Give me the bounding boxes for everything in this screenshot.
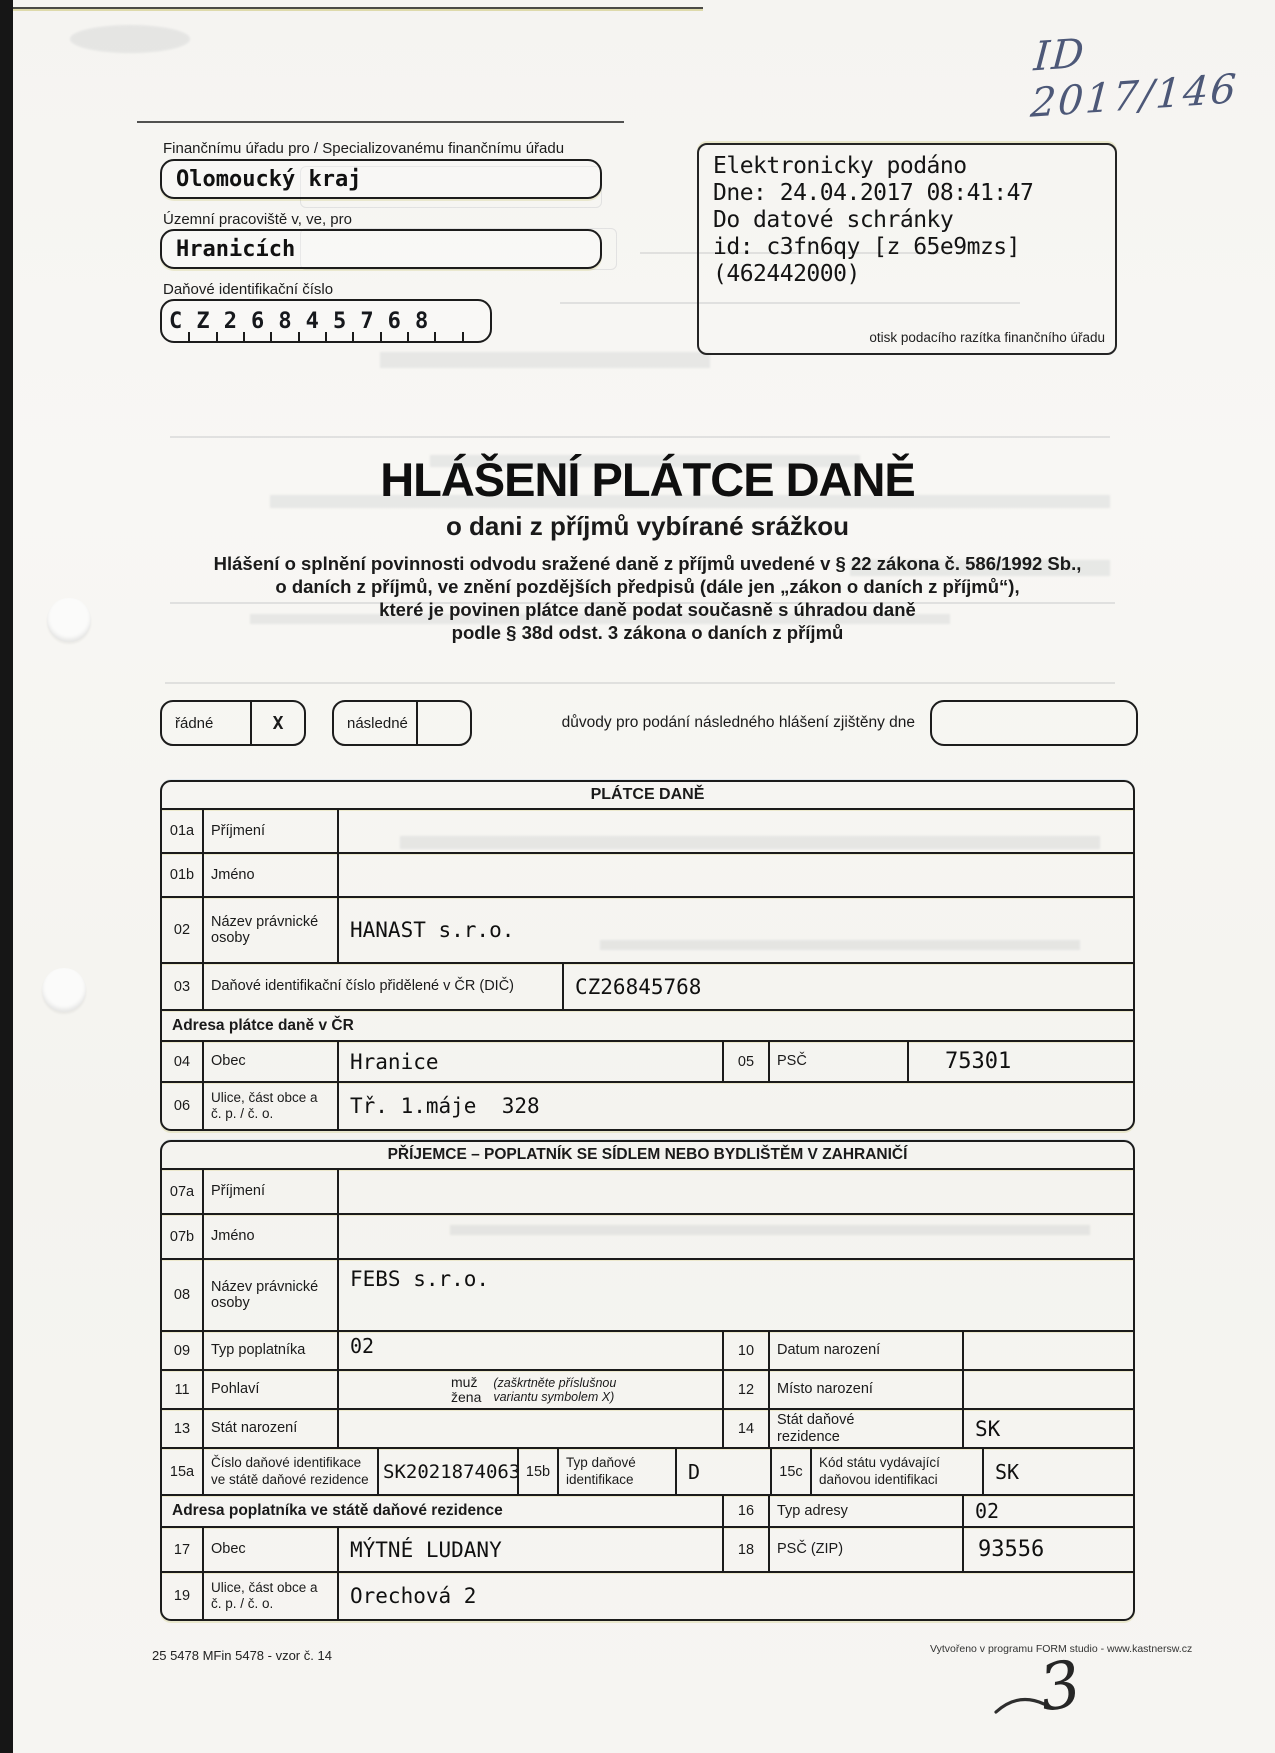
row-label: Ulice, část obce a č. p. / č. o.	[202, 1083, 337, 1129]
scan-top-line-artifact	[13, 7, 703, 9]
filing-regular-checkbox	[160, 700, 306, 746]
tax-id-char: 5	[326, 301, 353, 341]
filing-stamp-box	[697, 143, 1117, 355]
row-value: 02	[350, 1334, 375, 1358]
tax-id-char	[435, 301, 462, 341]
stamp-line: Dne: 24.04.2017 08:41:47	[713, 180, 1034, 206]
row-01b	[162, 852, 1133, 896]
row-03	[162, 962, 1133, 1009]
row-value: Tř. 1.máje 328	[350, 1094, 540, 1118]
handwritten-page-number-group	[1034, 1647, 1087, 1727]
filing-regular-label: řádné	[175, 714, 214, 732]
row-label: Kód státu vydávající daňovou identifikaci	[810, 1449, 982, 1494]
row-label: Stát daňové rezidence	[777, 1412, 855, 1445]
handwritten-page-number: 3	[1034, 1647, 1087, 1727]
filing-regular-mark: X	[250, 702, 304, 744]
row-01a	[162, 808, 1133, 852]
form-subtitle: o dani z příjmů vybírané srážkou	[445, 511, 850, 541]
row-value: D	[688, 1459, 701, 1484]
row-code: 02	[173, 922, 191, 938]
row-code: 16	[722, 1496, 768, 1526]
row-label: Obec	[202, 1042, 337, 1081]
row-08	[162, 1258, 1133, 1330]
row-value: FEBS s.r.o.	[350, 1267, 490, 1291]
row-code: 07a	[169, 1183, 195, 1200]
row-code: 04	[173, 1053, 191, 1070]
stamp-line: Elektronicky podáno	[713, 153, 967, 179]
gender-option-female: žena	[451, 1388, 482, 1405]
row-code: 03	[173, 978, 191, 995]
row-value: 75301	[945, 1049, 1012, 1074]
row-label: Ulice, část obce a č. p. / č. o.	[202, 1573, 337, 1619]
form-code: 25 5478 MFin 5478 - vzor č. 14	[152, 1648, 332, 1663]
gender-options	[451, 1375, 481, 1405]
row-code: 01b	[169, 867, 195, 883]
filing-subsequent-checkbox	[332, 700, 472, 746]
prijemce-table	[160, 1140, 1135, 1621]
platce-table-header	[162, 782, 1133, 808]
gender-note: (zaškrtněte příslušnou variantu symbolem X)	[493, 1375, 617, 1404]
row-value: Orechová 2	[350, 1584, 477, 1608]
filing-reasons-label: důvody pro podání následného hlášení zjištěny dne	[561, 714, 915, 731]
prijemce-table-header	[162, 1142, 1133, 1168]
row-code: 14	[722, 1410, 768, 1447]
row-code: 08	[173, 1287, 191, 1303]
row-02	[162, 896, 1133, 962]
row-value: 93556	[978, 1537, 1045, 1562]
section-title: Adresa plátce daně v ČR	[172, 1016, 354, 1034]
row-label: Datum narození	[768, 1332, 962, 1369]
generator-credit: Vytvořeno v programu FORM studio - www.kastnersw.cz	[930, 1643, 1193, 1655]
row-code: 17	[173, 1541, 191, 1558]
platce-dane-table	[160, 780, 1135, 1131]
row-06	[162, 1081, 1133, 1129]
bleed-through-artifact	[165, 682, 1115, 684]
office-field	[160, 159, 602, 199]
description-line: Hlášení o splnění povinnosti odvodu sražené daně z příjmů uvedené v § 22 zákona č. 586/1992 Sb.,	[213, 553, 1082, 574]
punch-hole	[47, 598, 91, 642]
row-label: Název právnické osoby	[202, 1260, 337, 1330]
filing-reasons-date-field	[930, 700, 1138, 746]
platce-table-title: PLÁTCE DANĚ	[590, 786, 705, 803]
row-code: 15a	[169, 1463, 195, 1480]
row-value: MÝTNÉ LUDANY	[350, 1537, 502, 1562]
tax-id-char	[463, 301, 490, 341]
row-code: 01a	[169, 823, 195, 839]
row-07b	[162, 1213, 1133, 1258]
row-label: Typ poplatníka	[202, 1332, 337, 1369]
prijemce-table-title: PŘÍJEMCE – POPLATNÍK SE SÍDLEM NEBO BYDLIŠTĚM V ZAHRANIČÍ	[387, 1146, 908, 1163]
row-label: Typ adresy	[768, 1496, 962, 1526]
row-label: Číslo daňové identifikace ve státě daňové rezidence	[202, 1449, 377, 1494]
row-code: 10	[722, 1332, 768, 1369]
gender-option-male: muž	[451, 1373, 478, 1390]
row-code: 07b	[169, 1228, 195, 1245]
bleed-through-artifact	[380, 352, 710, 368]
tax-id-char: 7	[353, 301, 380, 341]
row-label: Obec	[202, 1528, 337, 1571]
row-13-14	[162, 1408, 1133, 1447]
workplace-label: Územní pracoviště v, ve, pro	[163, 211, 352, 228]
row-label: Jméno	[202, 854, 337, 896]
row-code: 09	[173, 1342, 191, 1359]
row-code: 11	[174, 1381, 190, 1398]
description-line: které je povinen plátce daně podat současně s úhradou daně	[379, 599, 916, 620]
row-value: SK	[975, 1416, 1001, 1441]
row-code: 19	[173, 1588, 191, 1604]
handwritten-id-note: ID 2017/146	[1029, 30, 1240, 127]
bleed-through-artifact	[70, 25, 190, 53]
description-line: podle § 38d odst. 3 zákona o daních z příjmů	[451, 622, 844, 643]
filing-subsequent-mark	[416, 702, 470, 744]
row-label: Příjmení	[202, 1170, 337, 1213]
tax-id-char: 8	[271, 301, 298, 341]
tax-id-label: Daňové identifikační číslo	[163, 281, 334, 298]
row-label: Místo narození	[768, 1371, 962, 1408]
row-label: Stát narození	[202, 1410, 337, 1447]
stamp-caption: otisk podacího razítka finančního úřadu	[869, 330, 1105, 345]
row-19	[162, 1571, 1133, 1619]
row-04-05	[162, 1040, 1133, 1081]
filing-reasons-date-value	[932, 702, 954, 726]
form-title-block	[160, 452, 1135, 644]
stamp-line: Do datové schránky	[713, 207, 954, 233]
row-15	[162, 1447, 1133, 1494]
tax-id-char: 8	[408, 301, 435, 341]
row-value: CZ26845768	[575, 974, 702, 999]
row-label: Příjmení	[202, 810, 337, 852]
row-17-18	[162, 1526, 1133, 1571]
scan-edge-strip	[0, 0, 13, 1753]
tax-id-comb-field	[160, 299, 492, 343]
office-label: Finančnímu úřadu pro / Specializovanému finančnímu úřadu	[163, 140, 565, 157]
row-code: 18	[722, 1528, 768, 1571]
row-label: PSČ	[768, 1042, 907, 1081]
tax-id-char: C	[169, 308, 183, 334]
row-label: Daňové identifikační číslo přidělené v ČR (DIČ)	[202, 964, 562, 1009]
form-title: HLÁŠENÍ PLÁTCE DANĚ	[380, 453, 915, 506]
row-value: HANAST s.r.o.	[350, 918, 515, 942]
row-label: Název právnické osoby	[202, 898, 337, 962]
filing-subsequent-label: následné	[347, 714, 408, 732]
row-code: 13	[173, 1420, 191, 1437]
punch-hole	[42, 968, 86, 1012]
prijemce-address-section-16	[162, 1494, 1133, 1526]
row-09-10	[162, 1330, 1133, 1369]
scan-streak-artifact	[137, 121, 624, 123]
row-code: 12	[722, 1371, 768, 1408]
row-value: 02	[975, 1499, 1000, 1523]
bleed-through-artifact	[170, 436, 1110, 438]
row-label: Typ daňové identifikace	[557, 1449, 675, 1494]
row-label: Pohlaví	[202, 1371, 337, 1408]
tax-id-char: 6	[381, 301, 408, 341]
row-value: SK	[995, 1459, 1020, 1484]
row-11-12	[162, 1369, 1133, 1408]
section-title: Adresa poplatníka ve státě daňové rezidence	[172, 1502, 503, 1519]
row-code: 06	[173, 1098, 191, 1114]
stamp-line: id: c3fn6qy [z 65e9mzs]	[713, 234, 1020, 260]
tax-id-char: Z	[189, 301, 216, 341]
tax-id-char: 2	[217, 301, 244, 341]
row-label: Jméno	[202, 1215, 337, 1258]
row-code: 15c	[770, 1449, 810, 1494]
row-code: 05	[722, 1042, 768, 1081]
platce-address-section	[162, 1009, 1133, 1040]
tax-id-char: 4	[299, 301, 326, 341]
office-value: Olomoucký kraj	[176, 166, 362, 192]
row-value: SK2021874063	[383, 1460, 521, 1483]
workplace-field	[160, 229, 602, 269]
form-description	[160, 552, 1135, 644]
stamp-line: (462442000)	[713, 261, 860, 287]
row-label: PSČ (ZIP)	[768, 1528, 962, 1571]
description-line: o daních z příjmů, ve znění pozdějších předpisů (dále jen „zákon o daních z příjmů“),	[275, 576, 1020, 597]
tax-id-char: 6	[244, 301, 271, 341]
row-value: Hranice	[350, 1049, 439, 1074]
workplace-value: Hranicích	[176, 236, 296, 262]
row-07a	[162, 1168, 1133, 1213]
row-code: 15b	[517, 1449, 557, 1494]
